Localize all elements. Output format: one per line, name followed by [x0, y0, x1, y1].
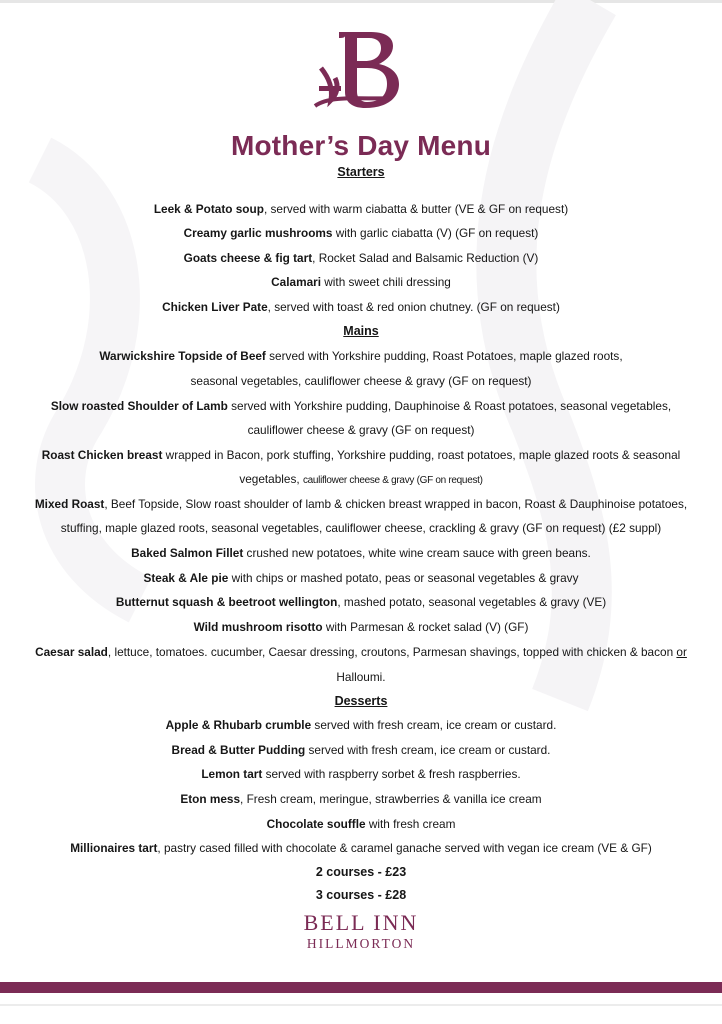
menu-item-name: Slow roasted Shoulder of Lamb [50, 399, 228, 413]
menu-item-continued: Halloumi. [336, 670, 386, 684]
menu-item-name: Goats cheese & fig tart [183, 251, 313, 265]
menu-item-desc-or: or [676, 645, 687, 659]
menu-item [10, 447, 712, 463]
menu-item-name: Eton mess [180, 792, 241, 806]
menu-item-desc-small: cauliflower cheese & gravy (GF on request) [302, 475, 483, 486]
menu-item-desc: , mashed potato, seasonal vegetables & gravy (VE) [337, 595, 607, 609]
menu-item-desc: , Beef Topside, Slow roast shoulder of lamb & chicken breast wrapped in bacon, Roast & Dauphinoise potatoes, [104, 497, 688, 511]
menu-item-desc: served with Yorkshire pudding, Roast Potatoes, maple glazed roots, [265, 349, 623, 363]
menu-item-desc: , Rocket Salad and Balsamic Reduction (V) [312, 251, 539, 265]
top-border [0, 0, 722, 3]
menu-item [10, 201, 712, 217]
menu-item [10, 274, 712, 290]
menu-item-desc: with fresh cream [365, 817, 456, 831]
menu-item-name: Butternut squash & beetroot wellington [115, 595, 338, 609]
menu-item-desc: wrapped in Bacon, pork stuffing, Yorkshire pudding, roast potatoes, maple glazed roots & seasonal [162, 448, 681, 462]
menu-item-name: Steak & Ale pie [143, 571, 229, 585]
menu-item-desc: , served with toast & red onion chutney. (GF on request) [267, 300, 560, 314]
menu-item-desc: crushed new potatoes, white wine cream sauce with green beans. [243, 546, 591, 560]
menu-item [10, 299, 712, 315]
menu-item-name: Roast Chicken breast [41, 448, 163, 462]
menu-item-name: Chocolate souffle [266, 817, 366, 831]
menu-item-desc: served with raspberry sorbet & fresh raspberries. [262, 767, 521, 781]
menu-item-desc: with garlic ciabatta (V) (GF on request) [332, 226, 539, 240]
menu-item-continued [10, 471, 712, 489]
section-heading-mains: Mains [343, 324, 379, 338]
menu-item [10, 840, 712, 856]
footer-band [0, 982, 722, 993]
menu-item [10, 766, 712, 782]
menu-item-continued: seasonal vegetables, cauliflower cheese & gravy (GF on request) [190, 374, 532, 388]
footer-divider [0, 1004, 722, 1006]
menu-item-name: Lemon tart [201, 767, 263, 781]
menu-item-continued: cauliflower cheese & gravy (GF on request) [247, 423, 475, 437]
menu-item-desc: served with fresh cream, ice cream or custard. [311, 718, 557, 732]
menu-item [10, 570, 712, 586]
price-two-courses: 2 courses - £23 [315, 865, 407, 879]
menu-item-desc: , served with warm ciabatta & butter (VE & GF on request) [263, 202, 569, 216]
menu-item-name: Chicken Liver Pate [162, 300, 268, 314]
menu-item-desc: , Fresh cream, meringue, strawberries & vanilla ice cream [240, 792, 542, 806]
menu-item-continued: stuffing, maple glazed roots, seasonal vegetables, cauliflower cheese, crackling & gravy (GF on request) (£2 suppl) [60, 521, 662, 535]
menu-item-desc: vegetables, [239, 472, 303, 486]
menu-item-name: Wild mushroom risotto [193, 620, 323, 634]
menu-item-name: Leek & Potato soup [153, 202, 264, 216]
menu-item-name: Creamy garlic mushrooms [183, 226, 333, 240]
menu-item-name: Bread & Butter Pudding [171, 743, 306, 757]
menu-item [10, 717, 712, 733]
menu-item [10, 742, 712, 758]
menu-item-name: Warwickshire Topside of Beef [99, 349, 266, 363]
menu-item [10, 816, 712, 832]
menu-item-desc: with sweet chili dressing [321, 275, 451, 289]
section-heading-desserts: Desserts [334, 694, 388, 708]
bell-inn-logo-icon [311, 28, 407, 112]
menu-item-name: Caesar salad [35, 645, 108, 659]
menu-item-desc: , lettuce, tomatoes. cucumber, Caesar dressing, croutons, Parmesan shavings, topped with chicken & bacon [107, 645, 677, 659]
menu-item-name: Calamari [271, 275, 321, 289]
menu-item [10, 619, 712, 635]
menu-item-name: Millionaires tart [70, 841, 158, 855]
brand-name: BELL INN [303, 910, 419, 935]
menu-item [10, 348, 712, 364]
price-three-courses: 3 courses - £28 [315, 888, 407, 902]
menu-item [10, 496, 712, 512]
menu-item-desc: served with fresh cream, ice cream or custard. [305, 743, 551, 757]
menu-item [10, 545, 712, 561]
menu-item [10, 791, 712, 807]
menu-item [10, 644, 712, 660]
menu-item [10, 398, 712, 414]
menu-item-desc: with Parmesan & rocket salad (V) (GF) [322, 620, 529, 634]
menu-item-desc: served with Yorkshire pudding, Dauphinoise & Roast potatoes, seasonal vegetables, [227, 399, 672, 413]
menu-title: Mother’s Day Menu [230, 130, 492, 161]
menu-item-name: Apple & Rhubarb crumble [165, 718, 312, 732]
section-heading-starters: Starters [337, 165, 385, 179]
menu-item [10, 594, 712, 610]
menu-item-name: Baked Salmon Fillet [131, 546, 244, 560]
menu-item-name: Mixed Roast [34, 497, 105, 511]
menu-item [10, 250, 712, 266]
menu-item [10, 225, 712, 241]
menu-item-desc: with chips or mashed potato, peas or seasonal vegetables & gravy [228, 571, 579, 585]
menu-item-desc: , pastry cased filled with chocolate & caramel ganache served with vegan ice cream (VE & GF) [157, 841, 652, 855]
brand-location: HILLMORTON [306, 936, 416, 951]
